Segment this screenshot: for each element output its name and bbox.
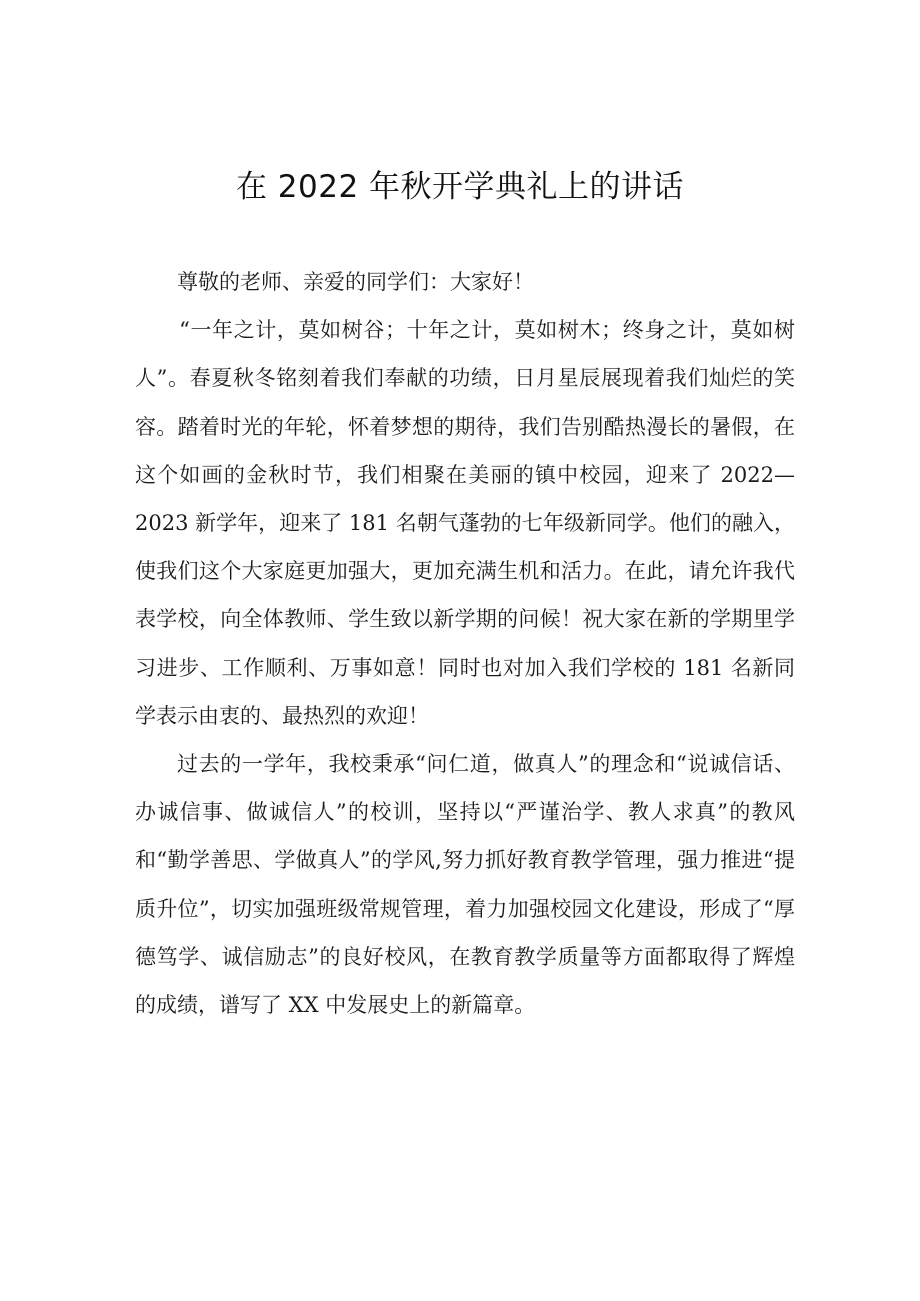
opening-paragraph: “一年之计，莫如树谷；十年之计，莫如树木；终身之计，莫如树人”。春夏秋冬铭刻着我们奉献的功绩，日月星辰展现着我们灿烂的笑容。踏着时光的年轮，怀着梦想的期待，我们告别酷热漫长的暑假，在这个如画的金秋时节，我们相聚在美丽的镇中校园，迎来了 2022—2023 新学年，迎来了 181 名朝气蓬勃的七年级新同学。他们的融入，使我们这个大家庭更加强大，更加充满生机和活力。在此，请允许我代表学校，向全体教师、学生致以新学期的问候！祝大家在新的学期里学习进步、工作顺利、万事如意！同时也对加入我们学校的 181 名新同学表示由衷的、最热烈的欢迎！: [135, 318, 795, 728]
document-title: 在 2022 年秋开学典礼上的讲话: [235, 169, 685, 205]
review-paragraph: 过去的一学年，我校秉承“问仁道，做真人”的理念和“说诚信话、办诚信事、做诚信人”的校训，坚持以“严谨治学、教人求真”的教风和“勤学善思、学做真人”的学风,努力抓好教育教学管理，强力推进“提质升位”，切实加强班级常规管理，着力加强校园文化建设，形成了“厚德笃学、诚信励志”的良好校风，在教育教学质量等方面都取得了辉煌的成绩，谱写了 XX 中发展史上的新篇章。: [135, 752, 795, 1018]
document-body: [135, 258, 795, 1029]
greeting-paragraph: 尊敬的老师、亲爱的同学们：大家好！: [177, 270, 534, 294]
